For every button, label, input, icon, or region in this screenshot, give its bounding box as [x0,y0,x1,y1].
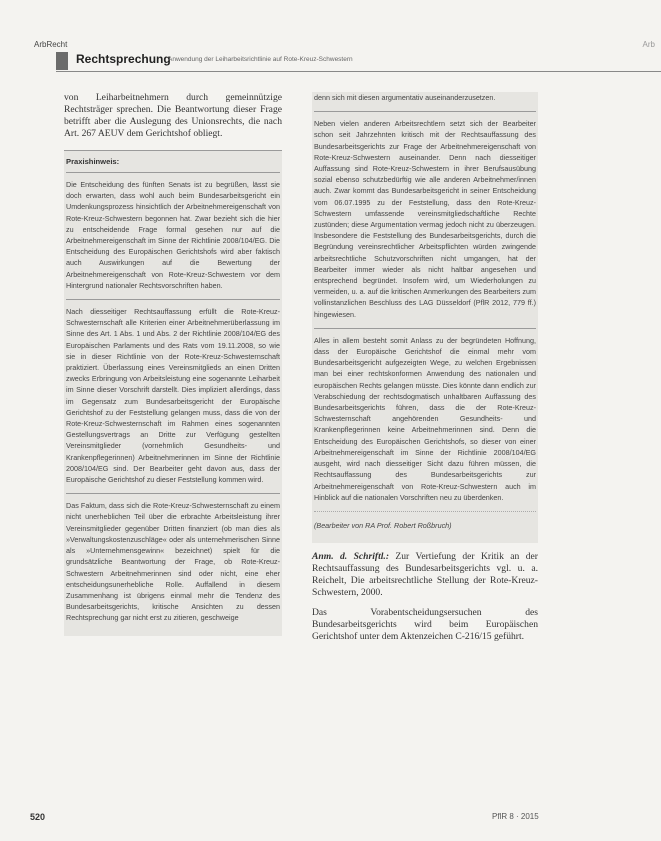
praxis-paragraph-2: Nach diesseitiger Rechtsauffassung erfüllt die Rote-Kreuz-Schwesternschaft alle Kriterien einer Arbeitnehmerüberlassung im Sinne des Art. 1 Abs. 1 und Abs. 2 der Richtlinie 2008/104/EG des Europäischen Parlaments und des Rats vom 19.11.2008, so wie sie in dieser Richtlinie von der Rote-Kreuz-Schwesternschaft praktiziert. Überlassung eines Vereinsmitglieds an einen Dritten zwecks Erbringung von Arbeitsleistung eine sogenannte Leiharbeit im Sinne dieser Vorschrift darstellt. Dies impliziert allerdings, dass im Gegensatz zum Bundesarbeitsgericht der Europäische Gerichtshof zu der Feststellung gelangen muss, dass die von der Rote-Kreuz-Schwesternschaft im Rahmen eines sogenannten Gestellungsvertrags an Dritte zur Verfügung gestellten Vereinsmitglieder (vornehmlich Gesundheits- und Krankenpflegerinnen) Arbeitnehmerinnen im Sinne der Richtlinie 2008/104/EG sind. Der Bearbeiter geht davon aus, dass der Europäische Gerichtshof zu dieser Feststellung kommen wird. [66,307,280,485]
section-label: ArbRecht [34,40,68,49]
praxishinweis-box-continued [312,92,538,543]
box-divider [314,111,536,112]
annotation-paragraph [312,551,538,599]
right-paragraph-2: Alles in allem besteht somit Anlass zu der begründeten Hoffnung, dass der Europäische Gerichtshof die einmal mehr vom Bundesarbeitsgericht aufgezeigten Wege, zu welchen Ergebnissen man bei einer rechtskonformen Anwendung des nationalen und europäischen Rechts gelangen müsste. Dies könnte dann endlich zur Verabschiedung der rechtsdogmatisch unhaltbaren Auffassung des Bundesarbeitsgerichts führen, dass die der Rote-Kreuz-Schwesternschaft angehörenden Gesundheits- und Krankenpflegerinnen keine Arbeitnehmerinnen sind. Denn die Entscheidung des Europäischen Gerichtshofs, so dieser von einer Arbeitnehmereigenschaft im Sinne der Richtlinie 2008/104/EG ausgeht, wird nach diesseitiger Sicht dazu führen müssen, die Rechtsauffassung des Bundesarbeitsgerichts zur Arbeitnehmereigenschaft von Rote-Kreuz-Schwestern auch im Hinblick auf die nationalen Vorschriften neu zu überdenken. [314,335,536,502]
box-divider [66,493,280,494]
dotted-divider [314,511,536,512]
header-marker-block [56,52,68,70]
page-subtitle: Anwendung der Leiharbeitsrichtlinie auf Rote-Kreuz-Schwestern [168,56,353,63]
header-rule [56,71,661,72]
praxishinweis-box [64,150,282,636]
right-paragraph-0: denn sich mit diesen argumentativ auseinanderzusetzen. [314,93,496,102]
annotation-label: Anm. d. Schriftl.: [312,551,390,563]
page-title: Rechtsprechung [76,52,171,66]
praxis-paragraph-1: Die Entscheidung des fünften Senats ist zu begrüßen, lässt sie doch erwarten, dass wohl auch beim Bundesarbeitsgericht ein Umdenkungsprozess hinsichtlich der Arbeitnehmereigenschaft von Rote-Kreuz-Schwestern begonnen hat. Zwar bezieht sich die hier zu entscheidende Frage formal gesehen nur auf die Arbeitnehmereigenschaft im Sinne der Richtlinie 2008/104/EG. Die Entscheidung des Europäischen Gerichtshofs wird aber faktisch auch Auswirkungen auf die Bewertung der Arbeitnehmereigenschaft von Rote-Kreuz-Schwestern vor dem Hintergrund nationaler Rechtsvorschriften haben. [66,180,280,290]
journal-issue: PflR 8 · 2015 [492,812,539,821]
box-divider [314,328,536,329]
annotation-text: Zur Vertiefung der Kritik an der Rechtsauffassung des Bundesarbeitsgerichts vgl. u. a. Reichelt, Die arbeitsrechtliche Stellung der Rote-Kreuz-Schwestern, 2000. [312,551,538,599]
praxishinweis-title: Praxishinweis: [66,157,120,166]
author-note: (Bearbeiter von RA Prof. Robert Roßbruch) [314,520,452,530]
praxis-paragraph-3: Das Faktum, dass sich die Rote-Kreuz-Schwesternschaft zu einem nicht unerheblichen Teil über die erbrachte Arbeitsleistung ihrer Vereinsmitglieder gegenüber Dritten finanziert (ob man dies als »Verwaltungskostenzuschläge« oder als unternehmerischen Sinne als »Unternehmensgewinn« bezeichnet) spielt für die grundsätzliche Beantwortung der Frage, ob Rote-Kreuz-Schwestern Arbeitnehmerinnen sind oder nicht, eine eher entscheidungsunerhebliche Rolle. Auffallend in diesem Zusammenhang ist übrigens einmal mehr die Tendenz des Bundesarbeitsgerichts, kritische Ansichten zu dessen Rechtsprechung gar nicht erst zu zitieren, geschweige [66,501,280,623]
right-paragraph-1: Neben vielen anderen Arbeitsrechtlern setzt sich der Bearbeiter schon seit Jahrzehnten kritisch mit der Rechtsauffassung des Bundesarbeitsgerichts zur Frage der Arbeitnehmereigenschaft von Rote-Kreuz-Schwestern auseinander. Denn nach diesseitiger Auffassung sind Rote-Kreuz-Schwestern in ihrer Berufsausübung sozial ebenso schutzbedürftig wie alle anderen Arbeitnehmer/innen auch. Zwar kommt das Bundesarbeitsgericht in seiner Entscheidung vom 06.07.1995 zu der Feststellung, dass den Rote-Kreuz-Schwestern umfassende vereinsmitgliedschaftliche Rechte zustünden; diese Argumentation vermag jedoch nicht zu überzeugen. Insbesondere die Feststellung des Bundesarbeitsgerichts, durch die Begründung vereinsrechtlicher Arbeitspflichten würden zwingende arbeitsrechtliche Schutzvorschriften nicht umgangen, hat der Bearbeiter immer wieder als nicht haltbar angesehen und entsprechend begründet. Insofern wird, um Wiederholungen zu vermeiden, u. a. auf die kritischen Anmerkungen des Bearbeiters zum vollinstanzlichen Beschluss des LAG Düsseldorf (PflR 2012, 779 ff.) hingewiesen. [314,119,536,319]
page-number: 520 [30,812,46,822]
box-divider [66,172,280,173]
right-column [312,92,538,651]
intro-paragraph: von Leiharbeitnehmern durch gemeinnützige Rechtsträger sprechen. Die Beantwortung dieser Frage betrifft aber die Auslegung des Unionsrechts, die nach Art. 267 AEUV dem Gerichtshof obliegt. [64,92,282,139]
final-paragraph: Das Vorabentscheidungsersuchen des Bundesarbeitsgerichts wird beim Europäischen Gerichtshof unter dem Aktenzeichen C-216/15 geführt. [312,607,538,643]
left-column [64,92,282,636]
right-tab-label: Arb [642,40,655,49]
box-divider [66,299,280,300]
